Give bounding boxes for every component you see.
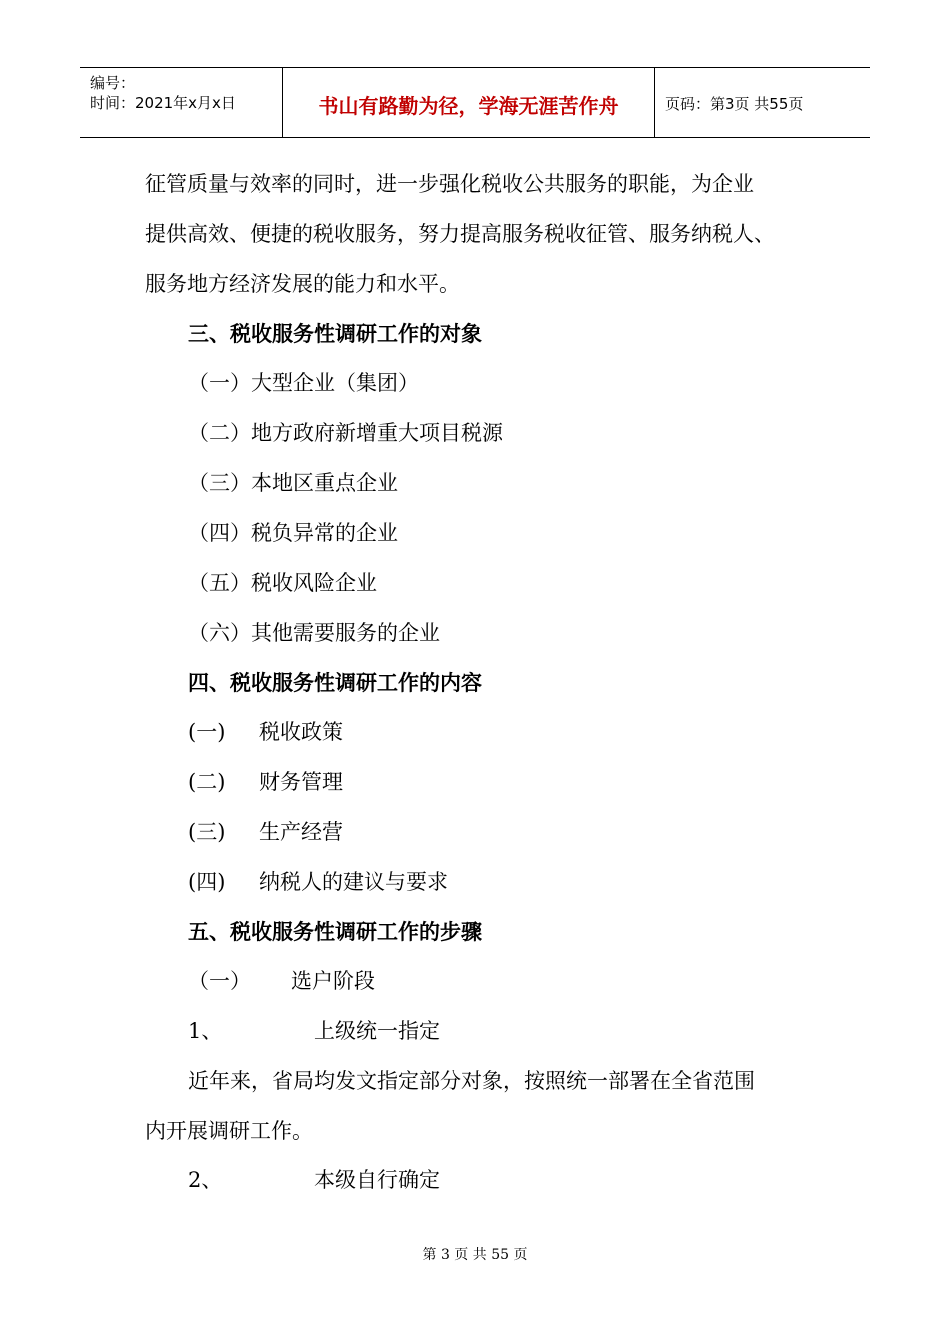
header-right-cell xyxy=(655,68,870,137)
document-number-label: 编号： xyxy=(90,74,136,92)
list-item-number: (三) xyxy=(188,820,226,844)
header-left-cell xyxy=(80,68,283,137)
list-item: （六）其他需要服务的企业 xyxy=(188,621,440,645)
paragraph-line: 服务地方经济发展的能力和水平。 xyxy=(145,272,460,296)
list-item-number: (四) xyxy=(188,870,226,894)
paragraph-line: 近年来，省局均发文指定部分对象，按照统一部署在全省范围 xyxy=(188,1069,755,1093)
document-time-label: 时间：2021年x月x日 xyxy=(90,94,236,112)
list-item: （一）大型企业（集团） xyxy=(188,371,419,395)
substep-number: 1、 xyxy=(188,1019,223,1043)
substep-text: 上级统一指定 xyxy=(314,1019,440,1043)
substep-number: 2、 xyxy=(188,1168,223,1192)
section-heading: 三、税收服务性调研工作的对象 xyxy=(188,322,482,346)
list-item-text: 财务管理 xyxy=(259,770,343,794)
header-middle-cell xyxy=(283,68,655,137)
list-item-text: 税收政策 xyxy=(259,720,343,744)
list-item: （三）本地区重点企业 xyxy=(188,471,398,495)
document-header xyxy=(80,67,870,138)
substep-text: 本级自行确定 xyxy=(314,1168,440,1192)
section-heading: 四、税收服务性调研工作的内容 xyxy=(188,671,482,695)
list-item-text: 纳税人的建议与要求 xyxy=(259,870,448,894)
list-item: （二）地方政府新增重大项目税源 xyxy=(188,421,503,445)
list-item: （四）税负异常的企业 xyxy=(188,521,398,545)
list-item-number: (一) xyxy=(188,720,226,744)
header-motto: 书山有路勤为径，学海无涯苦作舟 xyxy=(318,94,619,118)
paragraph-line: 征管质量与效率的同时，进一步强化税收公共服务的职能，为企业 xyxy=(145,172,754,196)
page-footer: 第 3 页 共 55 页 xyxy=(422,1247,528,1263)
list-item: （五）税收风险企业 xyxy=(188,571,377,595)
list-item-number: (二) xyxy=(188,770,226,794)
list-item-text: 生产经营 xyxy=(259,820,343,844)
paragraph-line: 内开展调研工作。 xyxy=(145,1119,313,1143)
section-heading: 五、税收服务性调研工作的步骤 xyxy=(188,920,482,944)
paragraph-line: 提供高效、便捷的税收服务，努力提高服务税收征管、服务纳税人、 xyxy=(145,222,775,246)
step-text: 选户阶段 xyxy=(291,969,375,993)
step-number: （一） xyxy=(188,969,251,993)
header-page-info: 页码：第3页 共55页 xyxy=(665,95,804,113)
